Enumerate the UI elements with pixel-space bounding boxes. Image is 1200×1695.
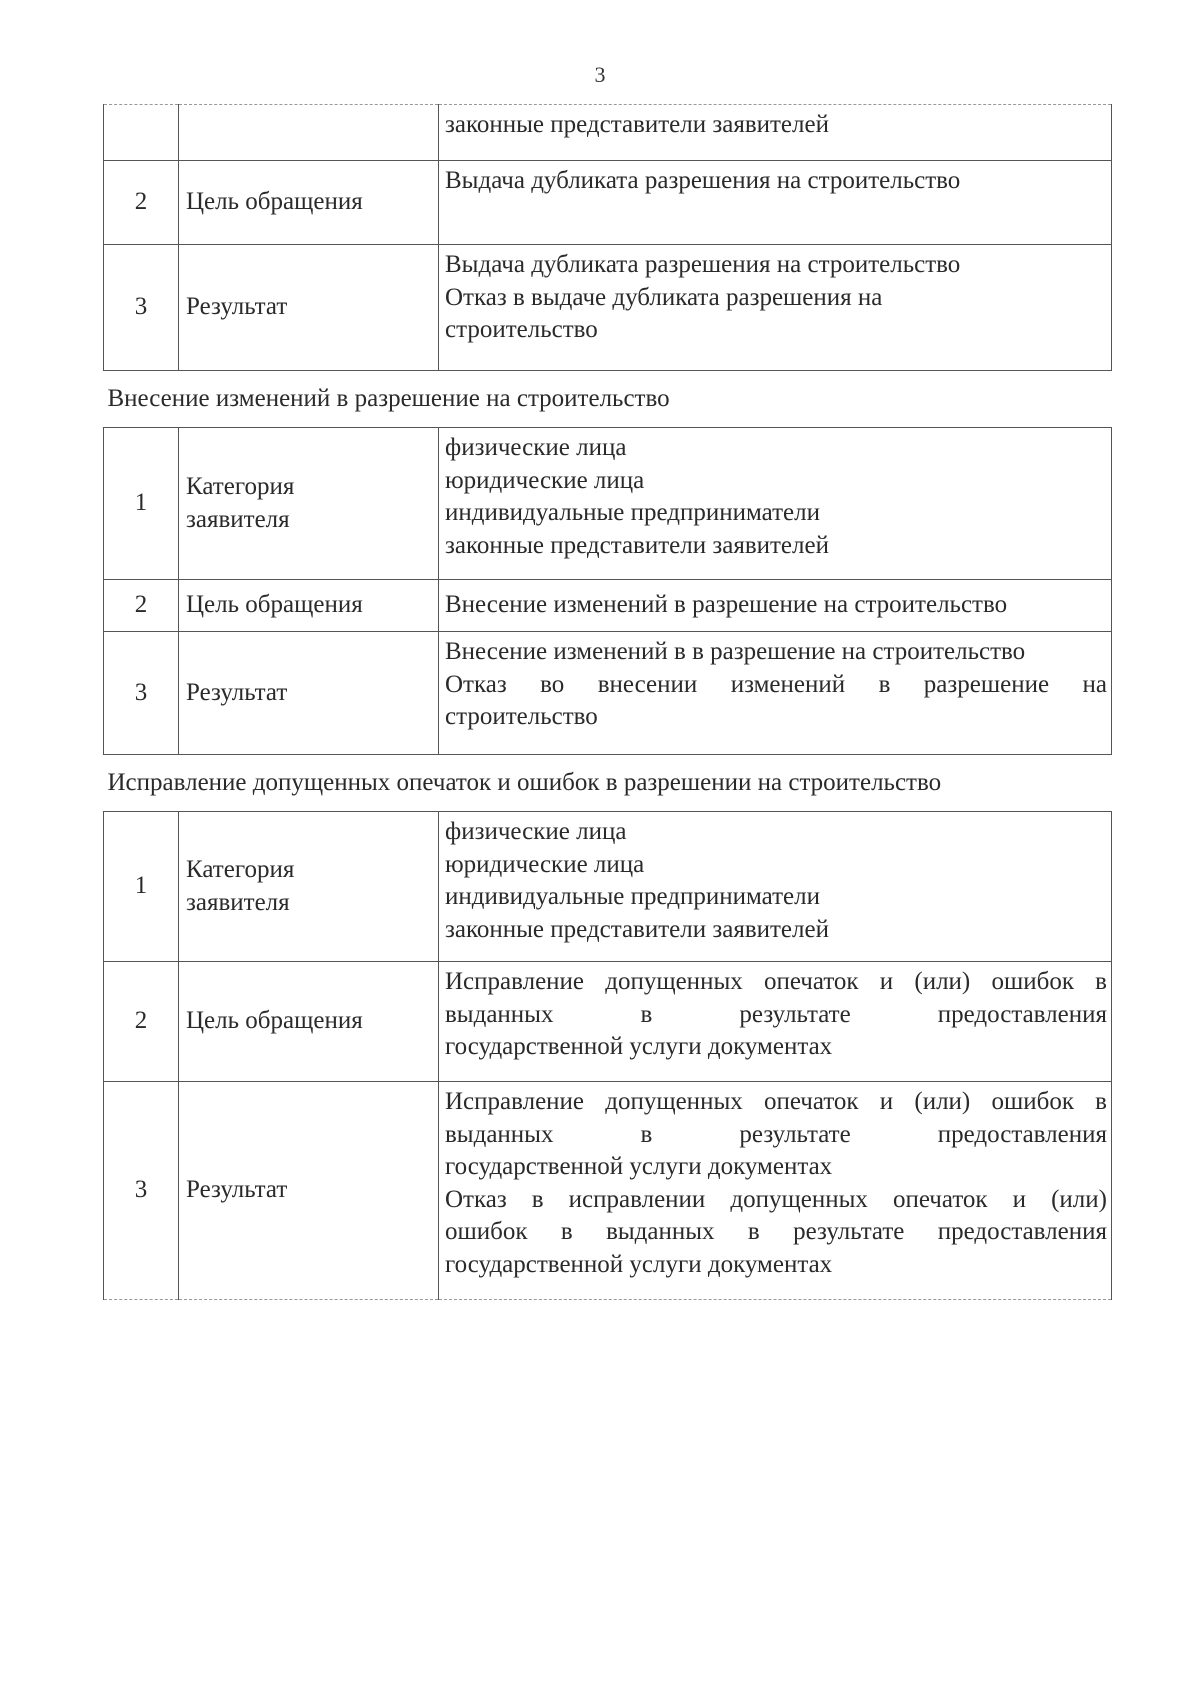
- table-row: [104, 105, 1112, 161]
- table-row: [104, 428, 1112, 580]
- row-value-cell: [439, 962, 1112, 1082]
- value-line: государственной услуги документах: [445, 1250, 833, 1278]
- value-line: государственной услуги документах: [445, 1153, 833, 1180]
- row-name: Цель обращения: [179, 161, 439, 245]
- table-row: [104, 161, 1112, 245]
- table-row: [104, 1082, 1112, 1300]
- row-value-cell: [439, 161, 1112, 245]
- row-value-cell: [439, 1082, 1112, 1300]
- table-row: [104, 245, 1112, 371]
- value-line: Выдача дубликата разрешения на строительство: [445, 167, 961, 194]
- value-line: строительство: [445, 316, 598, 343]
- row-value-cell: [439, 105, 1112, 161]
- row-value-cell: [439, 245, 1112, 371]
- row-value-cell: [439, 580, 1112, 632]
- value-line: юридические лица: [445, 850, 645, 878]
- name-line: заявителя: [186, 505, 290, 533]
- row-name: Цель обращения: [179, 962, 439, 1082]
- row-name-cell: [179, 812, 439, 962]
- value-line: законные представители заявителей: [445, 915, 829, 943]
- value-line: строительство: [445, 703, 598, 730]
- row-number: 2: [104, 962, 179, 1082]
- name-line: Категория: [186, 473, 295, 500]
- value-line: законные представители заявителей: [445, 111, 829, 138]
- value-line: законные представители заявителей: [445, 531, 829, 559]
- value-line: Выдача дубликата разрешения на строительство: [445, 251, 961, 278]
- value-line: Отказ в выдаче дубликата разрешения на: [445, 283, 883, 311]
- value-line: выданных в результате предоставления: [445, 1000, 1107, 1028]
- name-line: Категория: [186, 856, 295, 883]
- row-name: Результат: [179, 245, 439, 371]
- row-name-cell: [179, 428, 439, 580]
- table-row: [104, 812, 1112, 962]
- value-line: Отказ во внесении изменений в разрешение на: [445, 670, 1107, 698]
- table-row: [104, 580, 1112, 632]
- table-row: [104, 632, 1112, 755]
- value-line: Внесение изменений в в разрешение на строительство: [445, 638, 1026, 665]
- table-row: [104, 962, 1112, 1082]
- row-name: Цель обращения: [179, 580, 439, 632]
- value-line: индивидуальные предприниматели: [445, 883, 820, 910]
- row-value-cell: [439, 428, 1112, 580]
- value-line: выданных в результате предоставления: [445, 1120, 1107, 1148]
- row-number: 1: [104, 812, 179, 962]
- row-number-cell: [104, 105, 179, 161]
- row-value-cell: [439, 632, 1112, 755]
- name-line: заявителя: [186, 888, 290, 916]
- section-heading-row: [104, 755, 1112, 812]
- value-line: юридические лица: [445, 466, 645, 494]
- row-name-cell: [179, 105, 439, 161]
- value-line: Отказ в исправлении допущенных опечаток и (или): [445, 1185, 1107, 1213]
- row-name: Результат: [179, 632, 439, 755]
- section-heading: Внесение изменений в разрешение на строительство: [104, 371, 1112, 428]
- section-heading-row: [104, 371, 1112, 428]
- value-line: физические лица: [445, 434, 627, 461]
- services-table: [103, 104, 1112, 1300]
- row-number: 3: [104, 1082, 179, 1300]
- page-number: 3: [594, 62, 606, 87]
- row-number: 3: [104, 245, 179, 371]
- value-line: Внесение изменений в разрешение на строительство: [445, 591, 1008, 619]
- row-number: 1: [104, 428, 179, 580]
- row-value-cell: [439, 812, 1112, 962]
- value-line: Исправление допущенных опечаток и (или) ошибок в: [445, 968, 1107, 995]
- row-number: 3: [104, 632, 179, 755]
- section-heading: Исправление допущенных опечаток и ошибок в разрешении на строительство: [104, 755, 1112, 812]
- value-line: Исправление допущенных опечаток и (или) ошибок в: [445, 1088, 1107, 1115]
- value-line: государственной услуги документах: [445, 1033, 833, 1060]
- value-line: физические лица: [445, 818, 627, 845]
- value-line: индивидуальные предприниматели: [445, 499, 820, 526]
- row-number: 2: [104, 580, 179, 632]
- row-number: 2: [104, 161, 179, 245]
- value-line: ошибок в выданных в результате предоставления: [445, 1218, 1107, 1245]
- row-name: Результат: [179, 1082, 439, 1300]
